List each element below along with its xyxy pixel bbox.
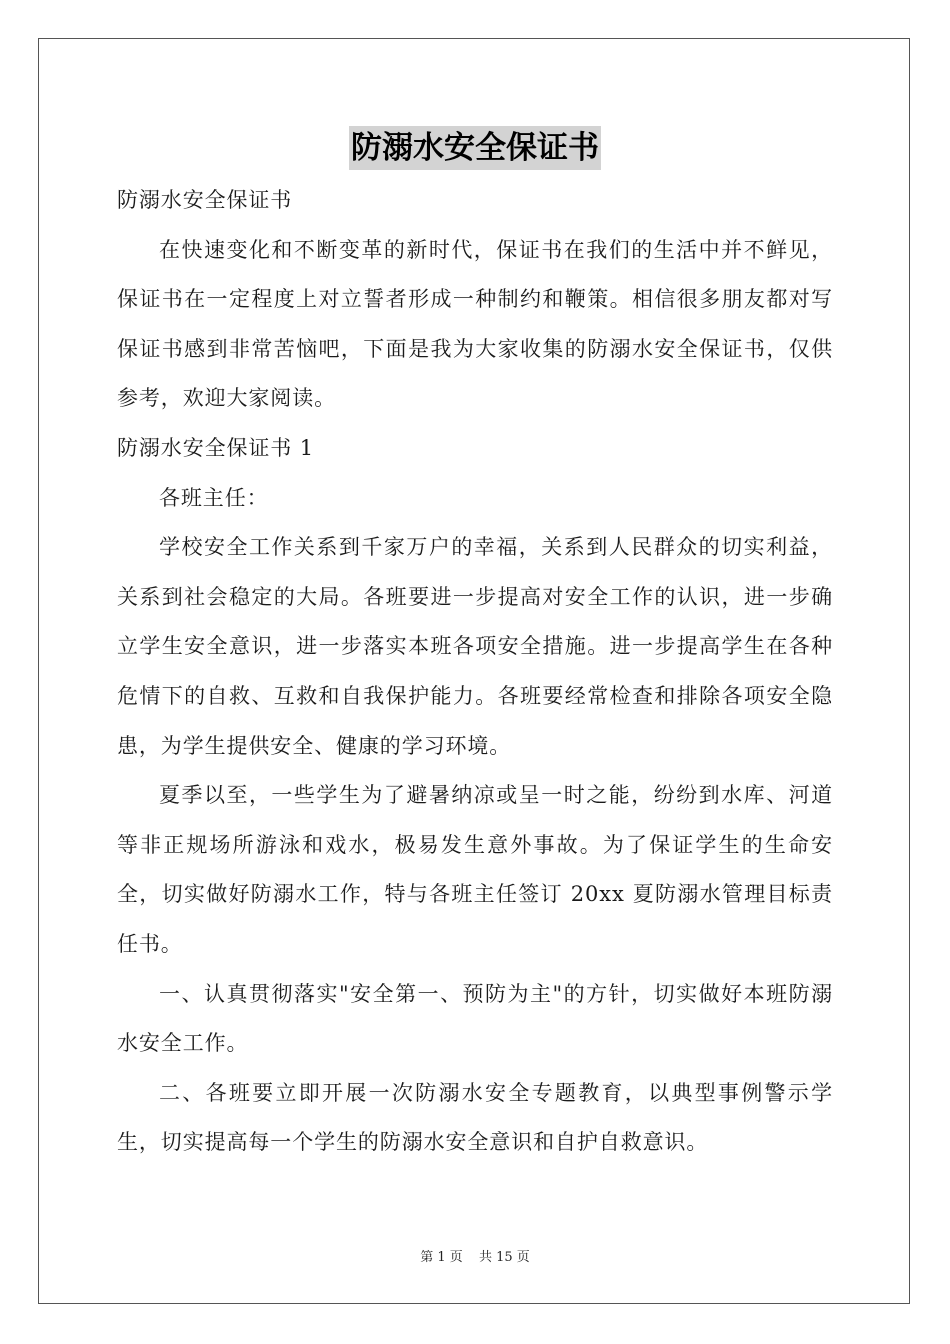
paragraph-subtitle: 防溺水安全保证书 bbox=[117, 188, 293, 212]
paragraph-section-heading: 防溺水安全保证书 1 bbox=[117, 435, 315, 460]
paragraph-salutation: 各班主任： bbox=[159, 485, 269, 510]
page-number-current: 第 1 页 bbox=[420, 1250, 463, 1265]
page-footer bbox=[0, 1246, 950, 1265]
document-title: 防溺水安全保证书 bbox=[349, 126, 601, 170]
paragraph-item-one: 一、认真贯彻落实"安全第一、预防为主"的方针，切实做好本班防溺水安全工作。 bbox=[117, 981, 833, 1056]
title-container bbox=[0, 126, 950, 170]
paragraph-body: 学校安全工作关系到千家万户的幸福，关系到人民群众的切实利益，关系到社会稳定的大局。各班要进一步提高对安全工作的认识，进一步确立学生安全意识，进一步落实本班各项安全措施。进一步提高学生在各种危情下的自救、互救和自我保护能力。各班要经常检查和排除各项安全隐患，为学生提供安全、健康的学习环境。 bbox=[117, 535, 833, 758]
document-body bbox=[117, 176, 833, 1168]
paragraph-item-two: 二、各班要立即开展一次防溺水安全专题教育，以典型事例警示学生，切实提高每一个学生的防溺水安全意识和自护自救意识。 bbox=[117, 1080, 833, 1155]
paragraph-body: 夏季以至，一些学生为了避暑纳凉或呈一时之能，纷纷到水库、河道等非正规场所游泳和戏水，极易发生意外事故。为了保证学生的生命安全，切实做好防溺水工作，特与各班主任签订 20xx 夏防溺水管理目标责任书。 bbox=[117, 783, 833, 956]
page-number-total: 共 15 页 bbox=[478, 1250, 530, 1265]
paragraph-intro: 在快速变化和不断变革的新时代，保证书在我们的生活中并不鲜见，保证书在一定程度上对立誓者形成一种制约和鞭策。相信很多朋友都对写保证书感到非常苦恼吧，下面是我为大家收集的防溺水安全保证书，仅供参考，欢迎大家阅读。 bbox=[117, 237, 833, 411]
